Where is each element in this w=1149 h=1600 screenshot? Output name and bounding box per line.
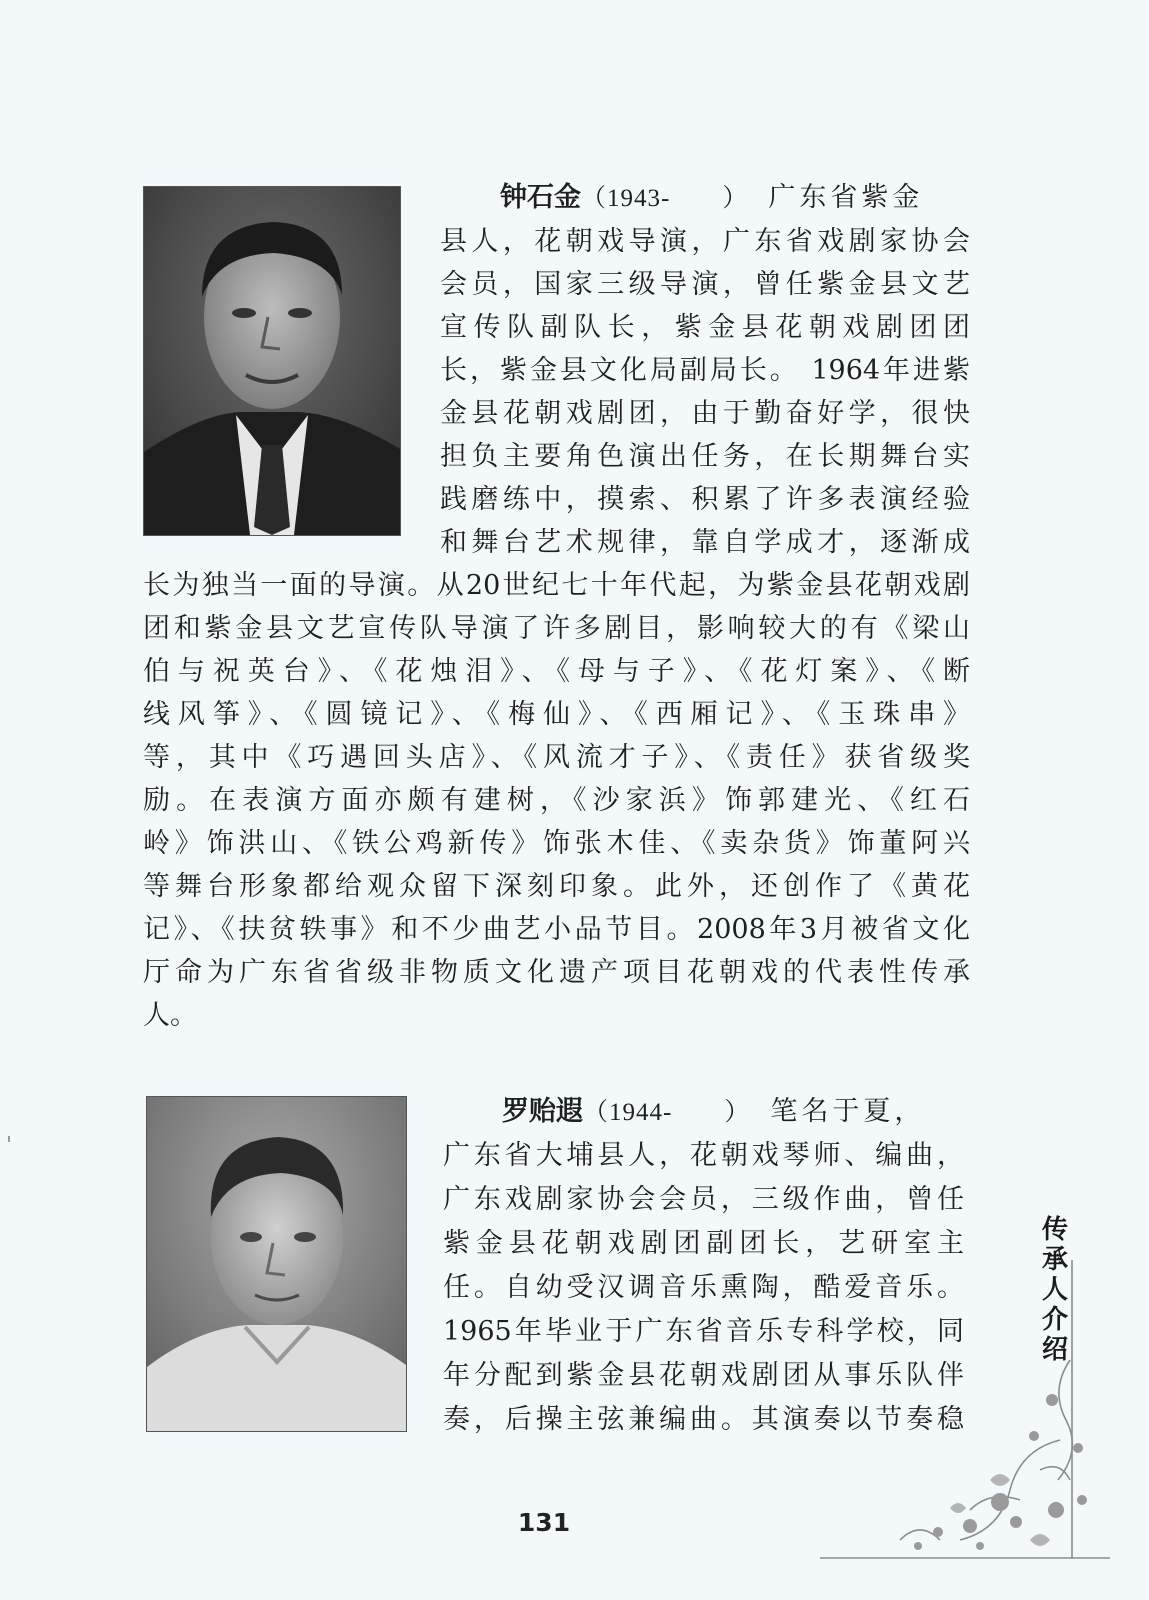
portrait-photo-1 — [143, 186, 401, 536]
bio1-line: 岭》饰洪山、《铁公鸡新传》饰张木佳、《卖杂货》饰董阿兴 — [143, 828, 970, 859]
bio2-line: 紫金县花朝戏剧团副团长，艺研室主 — [443, 1228, 964, 1259]
bio1-line: 担负主要角色演出任务，在长期舞台实 — [440, 441, 970, 472]
page-number: 131 — [517, 1508, 571, 1537]
bio1-line-1: 钟石金（1943- ） 广东省紫金 — [500, 182, 924, 213]
bio2-line: 1965年毕业于广东省音乐专科学校，同 — [443, 1316, 964, 1347]
scan-mark — [8, 1136, 10, 1142]
bio1-line: 励。在表演方面亦颇有建树，《沙家浜》饰郭建光、《红石 — [143, 785, 970, 816]
bio1-line: 伯与祝英台》、《花烛泪》、《母与子》、《花灯案》、《断 — [143, 656, 970, 687]
bio1-line: 人。 — [143, 1000, 197, 1031]
bio1-line: 等舞台形象都给观众留下深刻印象。此外，还创作了《黄花 — [143, 871, 970, 902]
section-title: 传 承 人 介 绍 — [1041, 1215, 1068, 1365]
bio1-line: 会员，国家三级导演，曾任紫金县文艺 — [440, 269, 970, 300]
person-name-1: 钟石金 — [500, 182, 581, 213]
portrait-photo-2 — [146, 1096, 407, 1432]
bio1-line: 线风筝》、《圆镜记》、《梅仙》、《西厢记》、《玉珠串》 — [143, 699, 970, 730]
person-years-2: （1944- ） — [583, 1099, 751, 1126]
bio2-line: 任。自幼受汉调音乐熏陶，酷爱音乐。 — [443, 1272, 964, 1303]
bio1-line: 团和紫金县文艺宣传队导演了许多剧目，影响较大的有《梁山 — [143, 613, 970, 644]
person-years-1: （1943- ） — [581, 185, 749, 212]
bio1-line: 长为独当一面的导演。从20世纪七十年代起，为紫金县花朝戏剧 — [143, 570, 970, 601]
bio1-line: 县人，花朝戏导演，广东省戏剧家协会 — [440, 226, 970, 257]
bio1-line: 厅命为广东省省级非物质文化遗产项目花朝戏的代表性传承 — [143, 957, 970, 988]
bio1-line: 长，紫金县文化局副局长。 1964年进紫 — [440, 355, 970, 386]
bio2-line: 广东戏剧家协会会员，三级作曲，曾任 — [443, 1184, 964, 1215]
bio1-line: 金县花朝戏剧团，由于勤奋好学，很快 — [440, 398, 970, 429]
bio1-line: 等，其中《巧遇回头店》、《风流才子》、《责任》获省级奖 — [143, 742, 970, 773]
bio2-line-1: 罗贻遐（1944- ） 笔名于夏， — [502, 1096, 926, 1127]
bio1-line: 宣传队副队长，紫金县花朝戏剧团团 — [440, 312, 970, 343]
bio1-line: 记》、《扶贫轶事》和不少曲艺小品节目。2008年3月被省文化 — [143, 914, 970, 945]
floral-ornament — [820, 1240, 1120, 1580]
bio2-line: 年分配到紫金县花朝戏剧团从事乐队伴 — [443, 1360, 964, 1391]
bio1-line: 践磨练中，摸索、积累了许多表演经验 — [440, 484, 970, 515]
bio1-line: 和舞台艺术规律，靠自学成才，逐渐成 — [440, 527, 970, 558]
bio2-line: 广东省大埔县人，花朝戏琴师、编曲， — [443, 1140, 964, 1171]
person-name-2: 罗贻遐 — [502, 1096, 583, 1127]
bio2-line: 奏，后操主弦兼编曲。其演奏以节奏稳 — [443, 1404, 964, 1435]
